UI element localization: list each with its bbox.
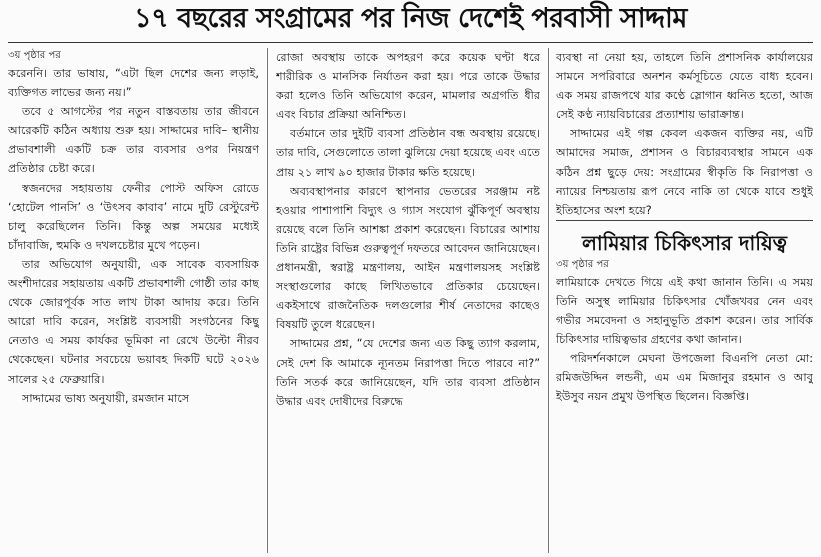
paragraph: তবে ৫ আগস্টের পর নতুন বাস্তবতায় তার জীবনে আরেকটি কঠিন অধ্যায় শুরু হয়। সাদ্দামের দাবি– স্থানীয় প্রভাবশালী একটি চক্র তার ব্যবসার ওপর নিয়ন্ত্রণ প্রতিষ্ঠার চেষ্টা করে।	[8, 105, 259, 176]
column-3	[556, 48, 813, 553]
paragraph: বর্তমানে তার দুইটি ব্যবসা প্রতিষ্ঠান বন্ধ অবস্থায় রয়েছে। তার দাবি, সেগুলোতে তালা ঝুলিয়ে দেয়া হয়েছে এবং এতে প্রায় ২১ লাখ ৯০ হাজার টাকার ক্ষতি হয়েছে।	[276, 127, 540, 179]
column-2	[276, 48, 540, 553]
paragraph: তার অভিযোগ অনুযায়ী, এক সাবেক ব্যবসায়িক অংশীদারের সহায়তায় একটি প্রভাবশালী গোষ্ঠী তার কাছ থেকে জোরপূর্বক সাত লাখ টাকা আদায় করে। তিনি আরো দাবি করেন, সংশ্লিষ্ট ব্যবসায়ী সংগঠনের কিছু নেতাও এ সময় কার্যকর ভূমিকা না রেখে উল্টো নীরব থেকেছেন। ঘটনার সবচেয়ে ভয়াবহ দিকটি ঘটে ২০২৬ সালের ২৫ ফেব্রুয়ারি।	[8, 257, 259, 386]
continued-from-ref: ৩য় পৃষ্ঠার পর	[556, 258, 609, 270]
paragraph: অব্যবস্থাপনার কারণে স্থাপনার ভেতরের সরঞ্জাম নষ্ট হওয়ার পাশাপাশি বিদ্যুৎ ও গ্যাস সংযোগ ঝুঁকিপূর্ণ অবস্থায় রয়েছে বলে তিনি আশঙ্কা প্রকাশ করেছেন। বিচারের আশায় তিনি রাষ্ট্রের বিভিন্ন গুরুত্বপূর্ণ দফতরে আবেদন জানিয়েছেন। প্রধানমন্ত্রী, স্বরাষ্ট্র মন্ত্রণালয়, আইন মন্ত্রণালয়সহ সংশ্লিষ্ট সংস্থাগুলোর কাছে লিখিতভাবে প্রতিকার চেয়েছেন। একইসাথে রাজনৈতিক দলগুলোর শীর্ষ নেতাদের কাছেও বিষয়টি তুলে ধরেছেন।	[276, 184, 540, 332]
paragraph: লামিয়াকে দেখতে গিয়ে এই কথা জানান তিনি। এ সময় তিনি অসুস্থ লামিয়ার চিকিৎসার খোঁজখবর নেন এবং গভীর সমবেদনা ও সহানুভূতি প্রকাশ করেন। তার সার্বিক চিকিৎসার দায়িত্বভার গ্রহণের কথা জানান।	[556, 275, 813, 347]
column-divider	[548, 48, 549, 553]
paragraph: সাদ্দামের এই গল্প কেবল একজন ব্যক্তির নয়, এটি আমাদের সমাজ, প্রশাসন ও বিচারব্যবস্থার সামনে এক কঠিন প্রশ্ন ছুড়ে দেয়: সংগ্রামের স্বীকৃতি কি নিরাপত্তা ও ন্যায়ের নিশ্চয়তায় রূপ নেবে নাকি তা থেকে যাবে শুধুই ইতিহাসের অংশ হয়ে?	[556, 127, 813, 217]
paragraph: রোজা অবস্থায় তাকে অপহরণ করে কয়েক ঘণ্টা ধরে শারীরিক ও মানসিক নির্যাতন করা হয়। পরে তাকে উদ্ধার করা হলেও তিনি অভিযোগ করেন, মামলার অগ্রগতি ধীর এবং বিচার প্রক্রিয়া অনিশ্চিত।	[276, 51, 540, 122]
paragraph: সাদ্দামের প্রশ্ন, “যে দেশের জন্য এত কিছু ত্যাগ করলাম, সেই দেশ কি আমাকে ন্যূনতম নিরাপত্তা দিতে পারবে না?” তিনি সতর্ক করে জানিয়েছেন, যদি তার ব্যবসা প্রতিষ্ঠান উদ্ধার এবং দোষীদের বিরুদ্ধে	[276, 337, 540, 408]
paragraph: পরিদর্শনকালে মেঘনা উপজেলা বিএনপি নেতা মো: রমিজউদ্দিন লন্ডনী, এম এম মিজানুর রহমান ও আবু ইউসুব নয়ন প্রমুখ উপস্থিত ছিলেন। বিজ্ঞপ্তি।	[556, 352, 813, 404]
paragraph: ব্যবস্থা না নেয়া হয়, তাহলে তিনি প্রশাসনিক কার্যালয়ের সামনে সপরিবারে অনশন কর্মসূচিতে যেতে বাধ্য হবেন। এক সময় রাজপথে যার কণ্ঠে স্লোগান ধ্বনিত হতো, আজ সেই কণ্ঠ ন্যায়বিচারের প্রত্যাশায় ভারাক্রান্ত।	[556, 51, 813, 122]
column-divider	[267, 48, 268, 553]
continued-from-ref: ৩য় পৃষ্ঠার পর	[8, 50, 61, 61]
paragraph: করেননি। তার ভাষায়, “এটা ছিল দেশের জন্য লড়াই, ব্যক্তিগত লাভের জন্য নয়।”	[8, 67, 259, 100]
second-headline: লামিয়ার চিকিৎসার দায়িত্ব	[556, 220, 813, 257]
headline: ১৭ বছরের সংগ্রামের পর নিজ দেশেই পরবাসী সাদ্দাম	[134, 2, 687, 34]
paragraph: স্বজনদের সহায়তায় ফেনীর পোস্ট অফিস রোডে ‘হোটেল পানসি’ ও ‘উৎসব কাবাব’ নামে দুটি রেস্টুরেন্ট চালু করেছিলেন তিনি। কিন্তু অল্প সময়ের মধ্যেই চাঁদাবাজি, হুমকি ও দখলচেষ্টার মুখে পড়েন।	[8, 181, 259, 252]
paragraph: সাদ্দামের ভাষ্য অনুযায়ী, রমজান মাসে	[22, 391, 190, 405]
column-1	[8, 48, 259, 553]
headline-rule	[8, 42, 813, 43]
